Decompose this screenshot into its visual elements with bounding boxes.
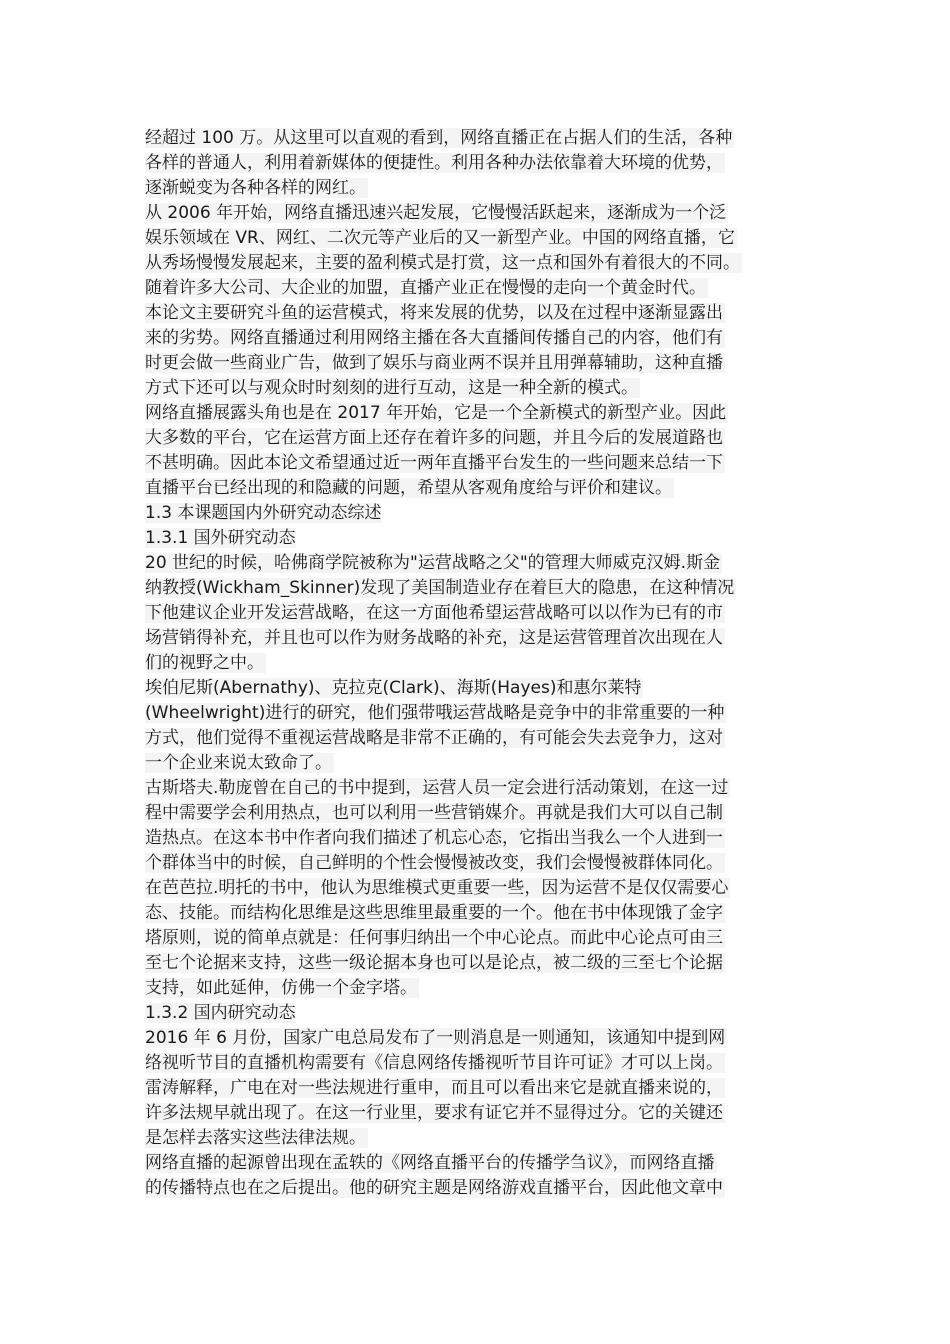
paragraph-line: 场营销得补充，并且也可以作为财务战略的补充，这是运营管理首次出现在人 — [145, 628, 723, 648]
paragraph-line: 埃伯尼斯(Abernathy)、克拉克(Clark)、海斯(Hayes)和惠尔莱特 — [145, 678, 642, 698]
paragraph-line: 络视听节目的直播机构需要有《信息网络传播视听节目许可证》才可以上岗。 — [145, 1053, 723, 1073]
paragraph-line: 网络直播展露头角也是在 2017 年开始，它是一个全新模式的新型产业。因此 — [145, 403, 727, 423]
paragraph-line: 支持，如此延伸，仿佛一个金字塔。 — [145, 978, 417, 998]
paragraph-line: 方式下还可以与观众时时刻刻的进行互动，这是一种全新的模式。 — [145, 378, 638, 398]
paragraph-line: 造热点。在这本书中作者向我们描述了机忘心态，它指出当我么一个人进到一 — [145, 828, 723, 848]
paragraph-line: 随着许多大公司、大企业的加盟，直播产业正在慢慢的走向一个黄金时代。 — [145, 278, 706, 298]
paragraph-line: 纳教授(Wickham_Skinner)发现了美国制造业存在着巨大的隐患，在这种情况 — [145, 578, 735, 598]
paragraph-line: 本论文主要研究斗鱼的运营模式，将来发展的优势，以及在过程中逐渐显露出 — [145, 303, 723, 323]
paragraph-line: 程中需要学会利用热点，也可以利用一些营销媒介。再就是我们大可以自己制 — [145, 803, 723, 823]
subsection-heading: 1.3.1 国外研究动态 — [145, 528, 296, 548]
paragraph-line: 娱乐领域在 VR、网红、二次元等产业后的又一新型产业。中国的网络直播，它 — [145, 228, 735, 248]
subsection-heading: 1.3.2 国内研究动态 — [145, 1003, 296, 1023]
paragraph-line: 们的视野之中。 — [145, 653, 264, 673]
paragraph-line: 直播平台已经出现的和隐藏的问题，希望从客观角度给与评价和建议。 — [145, 478, 672, 498]
paragraph-line: 一个企业来说太致命了。 — [145, 753, 332, 773]
paragraph-line: 各样的普通人，利用着新媒体的便捷性。利用各种办法依靠着大环境的优势， — [145, 153, 723, 173]
document-body — [145, 126, 813, 1201]
paragraph-line: (Wheelwright)进行的研究，他们强带哦运营战略是竞争中的非常重要的一种 — [145, 703, 725, 723]
section-heading: 1.3 本课题国内外研究动态综述 — [145, 503, 382, 523]
paragraph-line: 塔原则，说的简单点就是：任何事归纳出一个中心论点。而此中心论点可由三 — [145, 928, 723, 948]
paragraph-line: 许多法规早就出现了。在这一行业里，要求有证它并不显得过分。它的关键还 — [145, 1103, 723, 1123]
paragraph-line: 经超过 100 万。从这里可以直观的看到，网络直播正在占据人们的生活，各种 — [145, 128, 733, 148]
paragraph-line: 从 2006 年开始，网络直播迅速兴起发展，它慢慢活跃起来，逐渐成为一个泛 — [145, 203, 727, 223]
paragraph-line: 时更会做一些商业广告，做到了娱乐与商业两不误并且用弹幕辅助，这种直播 — [145, 353, 723, 373]
paragraph-line: 下他建议企业开发运营战略，在这一方面他希望运营战略可以以作为已有的市 — [145, 603, 723, 623]
paragraph-line: 大多数的平台，它在运营方面上还存在着许多的问题，并且今后的发展道路也 — [145, 428, 723, 448]
paragraph-line: 个群体当中的时候，自己鲜明的个性会慢慢被改变，我们会慢慢被群体同化。 — [145, 853, 723, 873]
paragraph-line: 不甚明确。因此本论文希望通过近一两年直播平台发生的一些问题来总结一下 — [145, 453, 723, 473]
paragraph-line: 来的劣势。网络直播通过利用网络主播在各大直播间传播自己的内容，他们有 — [145, 328, 723, 348]
paragraph-line: 从秀场慢慢发展起来，主要的盈利模式是打赏，这一点和国外有着很大的不同。 — [145, 253, 740, 273]
paragraph-line: 雷涛解释，广电在对一些法规进行重申，而且可以看出来它是就直播来说的， — [145, 1078, 723, 1098]
paragraph-line: 是怎样去落实这些法律法规。 — [145, 1128, 366, 1148]
paragraph-line: 逐渐蜕变为各种各样的网红。 — [145, 178, 366, 198]
paragraph-line: 20 世纪的时候，哈佛商学院被称为"运营战略之父"的管理大师威克汉姆.斯金 — [145, 553, 721, 573]
paragraph-line: 方式，他们觉得不重视运营战略是非常不正确的，有可能会失去竞争力，这对 — [145, 728, 723, 748]
paragraph-line: 至七个论据来支持，这些一级论据本身也可以是论点，被二级的三至七个论据 — [145, 953, 723, 973]
paragraph-line: 古斯塔夫.勒庞曾在自己的书中提到，运营人员一定会进行活动策划，在这一过 — [145, 778, 729, 798]
paragraph-line: 2016 年 6 月份，国家广电总局发布了一则消息是一则通知，该通知中提到网 — [145, 1028, 726, 1048]
paragraph-line: 态、技能。而结构化思维是这些思维里最重要的一个。他在书中体现饿了金字 — [145, 903, 723, 923]
paragraph-line: 网络直播的起源曾出现在孟轶的《网络直播平台的传播学刍议》，而网络直播 — [145, 1153, 715, 1173]
paragraph-line: 的传播特点也在之后提出。他的研究主题是网络游戏直播平台，因此他文章中 — [145, 1178, 723, 1198]
paragraph-line: 在芭芭拉.明托的书中，他认为思维模式更重要一些，因为运营不是仅仅需要心 — [145, 878, 729, 898]
